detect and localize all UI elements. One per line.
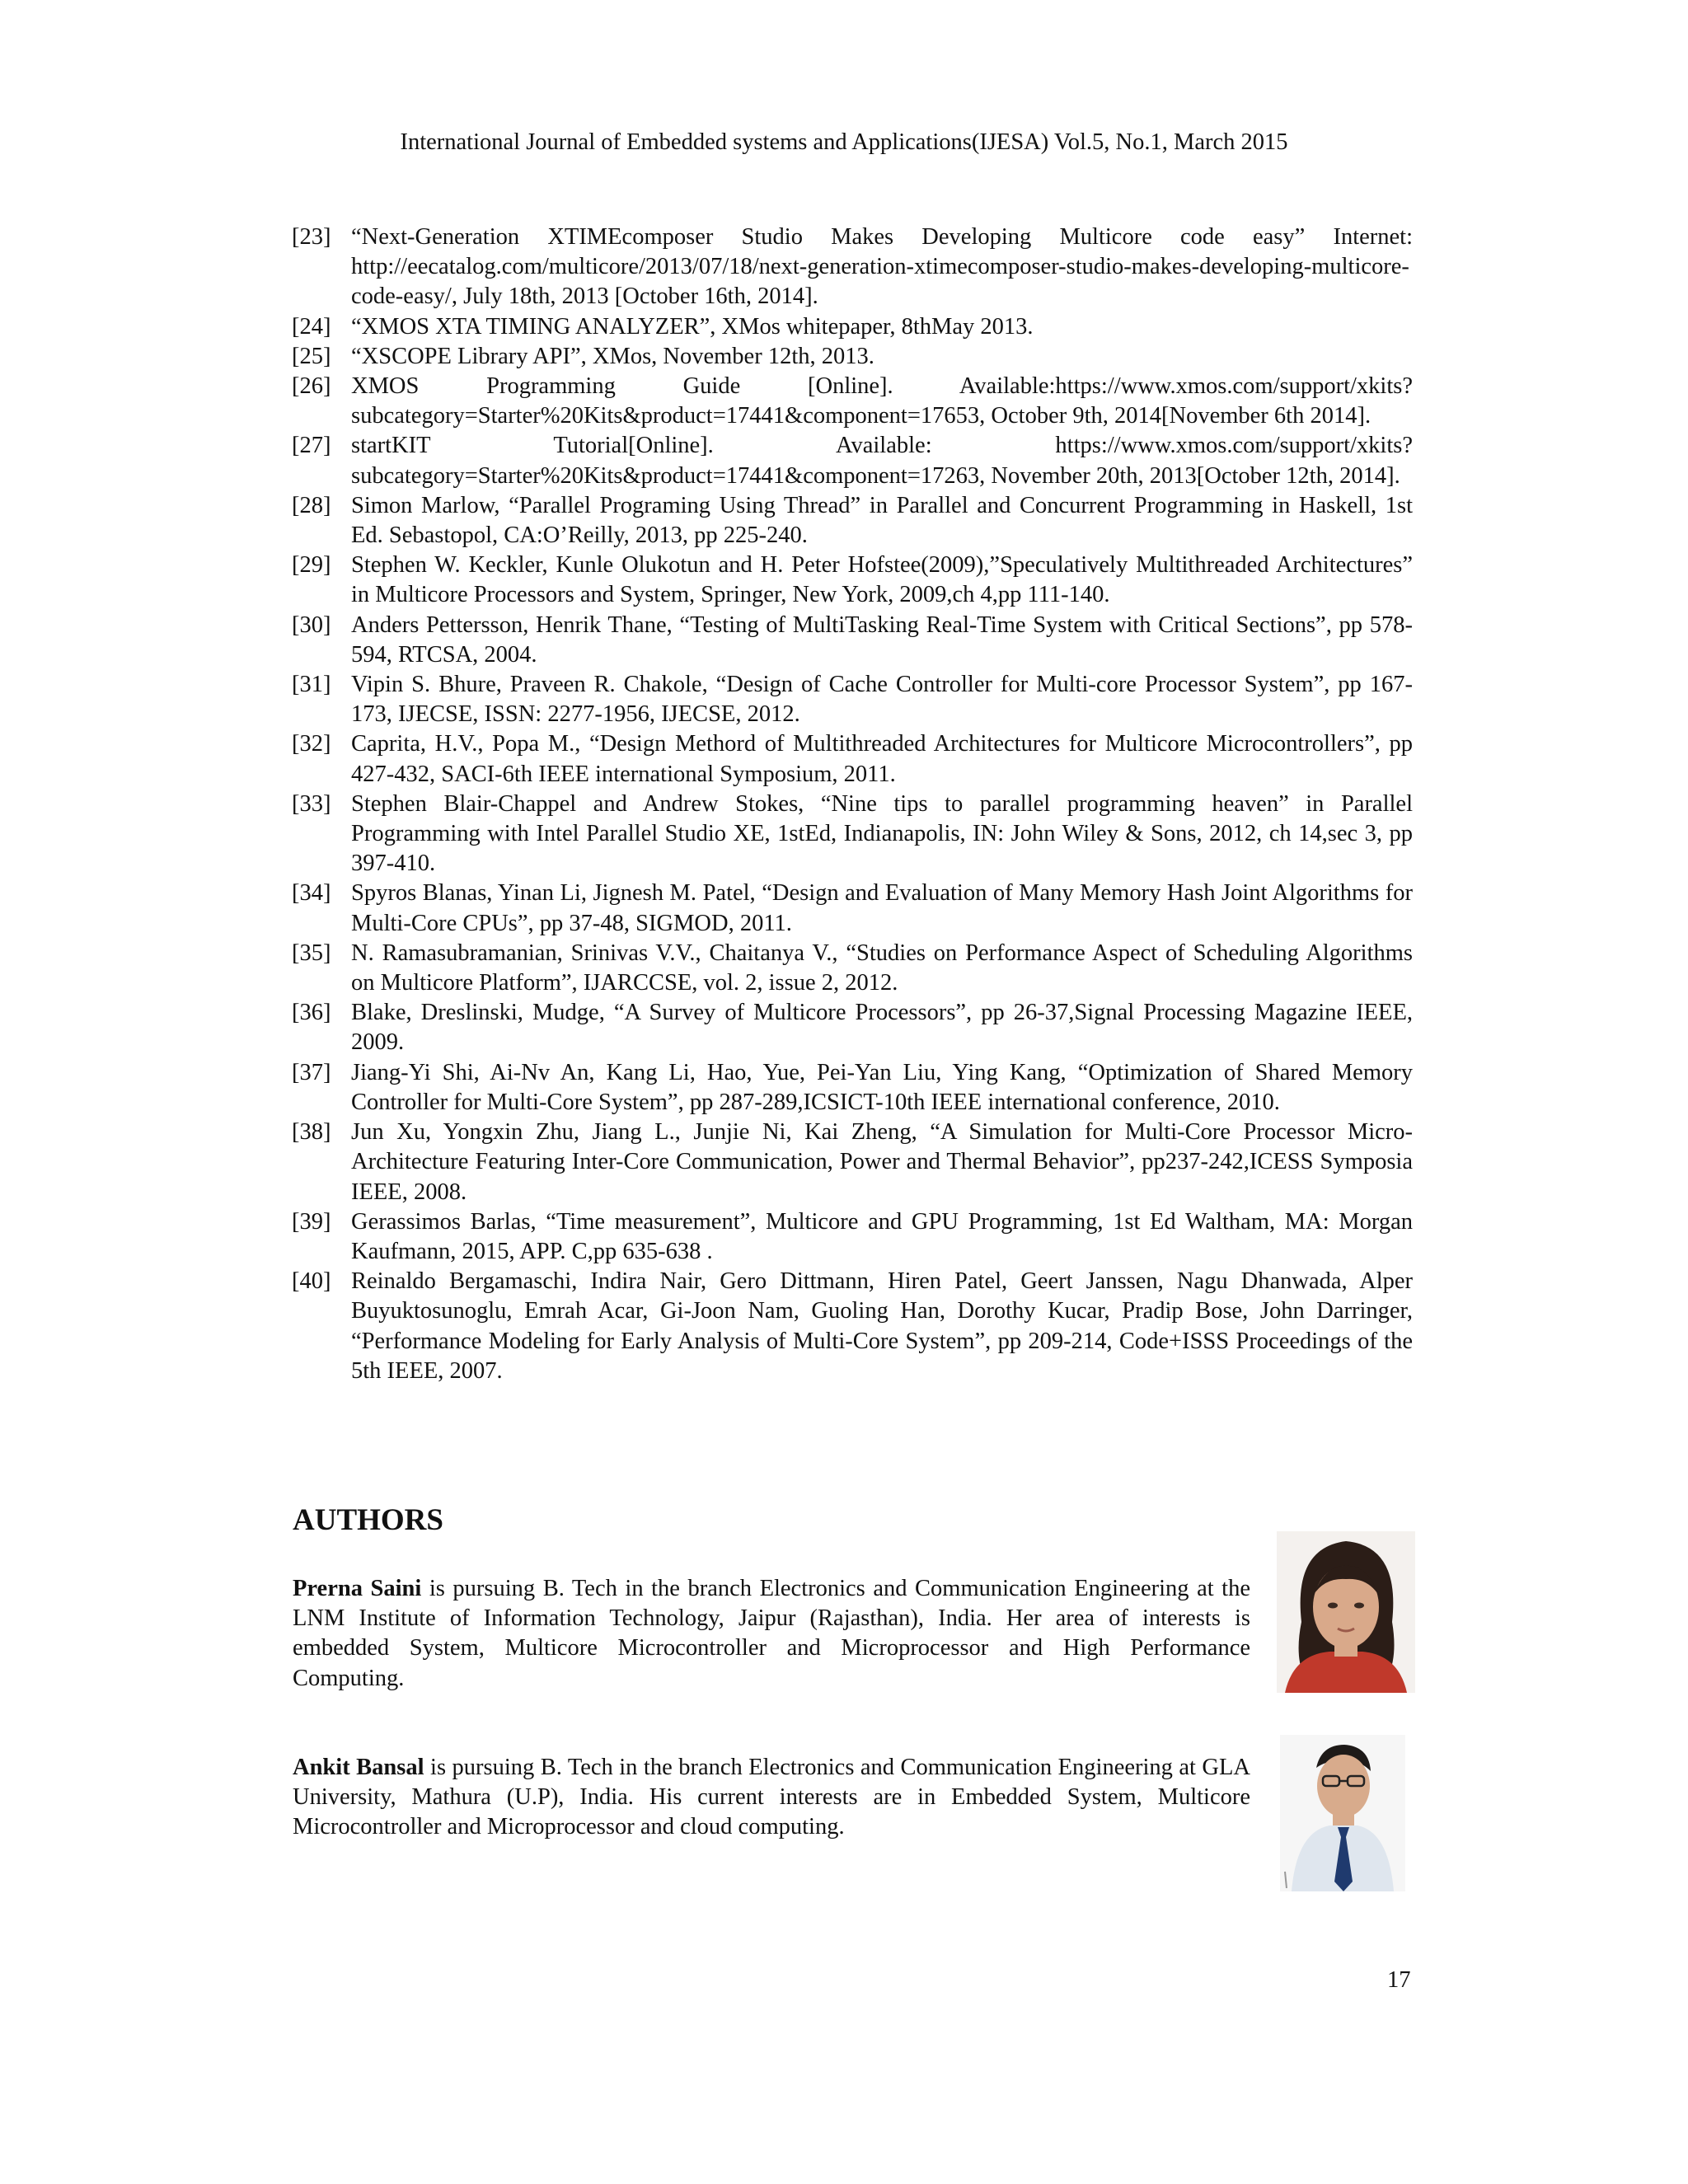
reference-item [292,312,1413,342]
author-bio [293,1753,1250,1843]
reference-number: [37] [292,1059,331,1085]
reference-item [292,1267,1413,1386]
reference-number: [34] [292,880,331,907]
reference-number: [38] [292,1119,331,1146]
reference-item [292,670,1413,729]
reference-item [292,551,1413,610]
author-photo [1277,1531,1415,1693]
reference-text: startKIT Tutorial[Online]. Available: https://www.xmos.com/support/xkits?subcategory=Starter%20Kits&product=17441&component=17263, November 20th, 2013[October 12th, 2014]. [351,433,1413,489]
reference-text: Stephen Blair-Chappel and Andrew Stokes, “Nine tips to parallel programming heaven” in Parallel Programming with Intel Parallel Studio XE, 1stEd, Indianapolis, IN: John Wiley & Sons, 2012, ch 14,sec 3, pp 397-410. [351,790,1413,877]
reference-text: “XSCOPE Library API”, XMos, November 12th, 2013. [351,343,874,369]
reference-number: [32] [292,731,331,757]
author-photo [1280,1735,1405,1891]
reference-text: “Next-Generation XTIMEcomposer Studio Makes Developing Multicore code easy” Internet: http://eecatalog.com/multicore/2013/07/18/next-generation-xtimecomposer-studio-makes-developing-multicore-code-easy/, July 18th, 2013 [October 16th, 2014]. [351,224,1413,310]
reference-number: [40] [292,1268,331,1295]
reference-item [292,223,1413,312]
reference-number: [35] [292,940,331,966]
reference-item [292,879,1413,938]
reference-item [292,1207,1413,1267]
reference-text: Jun Xu, Yongxin Zhu, Jiang L., Junjie Ni, Kai Zheng, “A Simulation for Multi-Core Processor Micro-Architecture Featuring Inter-Core Communication, Power and Thermal Behavior”, pp237-242,ICESS Symposia IEEE, 2008. [351,1119,1413,1205]
author-name: Ankit Bansal [293,1755,424,1780]
reference-number: [36] [292,1000,331,1026]
authors-heading: AUTHORS [293,1503,443,1537]
reference-number: [23] [292,224,331,250]
reference-text: Blake, Dreslinski, Mudge, “A Survey of Multicore Processors”, pp 26-37,Signal Processing Magazine IEEE, 2009. [351,1000,1413,1056]
reference-text: Simon Marlow, “Parallel Programing Using Thread” in Parallel and Concurrent Programming in Haskell, 1st Ed. Sebastopol, CA:O’Reilly, 2013, pp 225-240. [351,492,1413,549]
reference-number: [25] [292,343,331,369]
author-bio-text: is pursuing B. Tech in the branch Electronics and Communication Engineering at the LNM Institute of Information Technology, Jaipur (Rajasthan), India. Her area of interests is embedded System, Multicore Microcontroller and Microprocessor and High Performance Computing. [293,1576,1251,1691]
reference-text: XMOS Programming Guide [Online]. Available:https://www.xmos.com/support/xkits?subcategory=Starter%20Kits&product=17441&component=17653, October 9th, 2014[November 6th 2014]. [351,373,1413,429]
page-number: 17 [1387,1967,1411,1993]
reference-item [292,1058,1413,1118]
reference-item [292,611,1413,670]
reference-number: [27] [292,433,331,459]
reference-item [292,790,1413,879]
reference-list [292,223,1413,1386]
reference-number: [33] [292,790,331,817]
reference-item [292,729,1413,789]
reference-item [292,998,1413,1057]
reference-number: [39] [292,1208,331,1235]
running-header: International Journal of Embedded systems and Applications(IJESA) Vol.5, No.1, March 2015 [400,129,1288,155]
reference-text: Jiang-Yi Shi, Ai-Nv An, Kang Li, Hao, Yue, Pei-Yan Liu, Ying Kang, “Optimization of Shared Memory Controller for Multi-Core System”, pp 287-289,ICSICT-10th IEEE international conference, 2010. [351,1059,1413,1115]
reference-text: N. Ramasubramanian, Srinivas V.V., Chaitanya V., “Studies on Performance Aspect of Scheduling Algorithms on Multicore Platform”, IJARCCSE, vol. 2, issue 2, 2012. [351,940,1413,996]
reference-text: Vipin S. Bhure, Praveen R. Chakole, “Design of Cache Controller for Multi-core Processor System”, pp 167-173, IJECSE, ISSN: 2277-1956, IJECSE, 2012. [351,672,1413,728]
reference-item [292,342,1413,372]
reference-item [292,939,1413,998]
reference-text: Stephen W. Keckler, Kunle Olukotun and H. Peter Hofstee(2009),”Speculatively Multithreaded Architectures” in Multicore Processors and System, Springer, New York, 2009,ch 4,pp 111-140. [351,552,1413,608]
reference-text: Spyros Blanas, Yinan Li, Jignesh M. Patel, “Design and Evaluation of Many Memory Hash Joint Algorithms for Multi-Core CPUs”, pp 37-48, SIGMOD, 2011. [351,880,1413,936]
reference-number: [29] [292,552,331,579]
reference-text: Caprita, H.V., Popa M., “Design Methord of Multithreaded Architectures for Multicore Microcontrollers”, pp 427-432, SACI-6th IEEE international Symposium, 2011. [351,731,1413,787]
reference-text: Gerassimos Barlas, “Time measurement”, Multicore and GPU Programming, 1st Ed Waltham, MA: Morgan Kaufmann, 2015, APP. C,pp 635-638 . [351,1208,1413,1264]
author-bio [293,1574,1250,1694]
reference-number: [24] [292,313,331,340]
reference-number: [26] [292,373,331,400]
reference-number: [31] [292,672,331,698]
reference-number: [28] [292,492,331,518]
author-name: Prerna Saini [293,1576,422,1601]
reference-text: Anders Pettersson, Henrik Thane, “Testing of MultiTasking Real-Time System with Critical Sections”, pp 578-594, RTCSA, 2004. [351,612,1413,668]
reference-number: [30] [292,612,331,638]
reference-text: “XMOS XTA TIMING ANALYZER”, XMos whitepaper, 8thMay 2013. [351,313,1034,340]
reference-text: Reinaldo Bergamaschi, Indira Nair, Gero Dittmann, Hiren Patel, Geert Janssen, Nagu Dhanwada, Alper Buyuktosunoglu, Emrah Acar, Gi-Joon Nam, Guoling Han, Dorothy Kucar, Pradip Bose, John Darringer, “Performance Modeling for Early Analysis of Multi-Core System”, pp 209-214, Code+ISSS Proceedings of the 5th IEEE, 2007. [351,1268,1413,1384]
author-bio-text: is pursuing B. Tech in the branch Electronics and Communication Engineering at GLA University, Mathura (U.P), India. His current interests are in Embedded System, Multicore Microcontroller and Microprocessor and cloud computing. [293,1755,1251,1840]
reference-item [292,491,1413,551]
reference-item [292,372,1413,431]
reference-item [292,431,1413,490]
reference-item [292,1118,1413,1207]
